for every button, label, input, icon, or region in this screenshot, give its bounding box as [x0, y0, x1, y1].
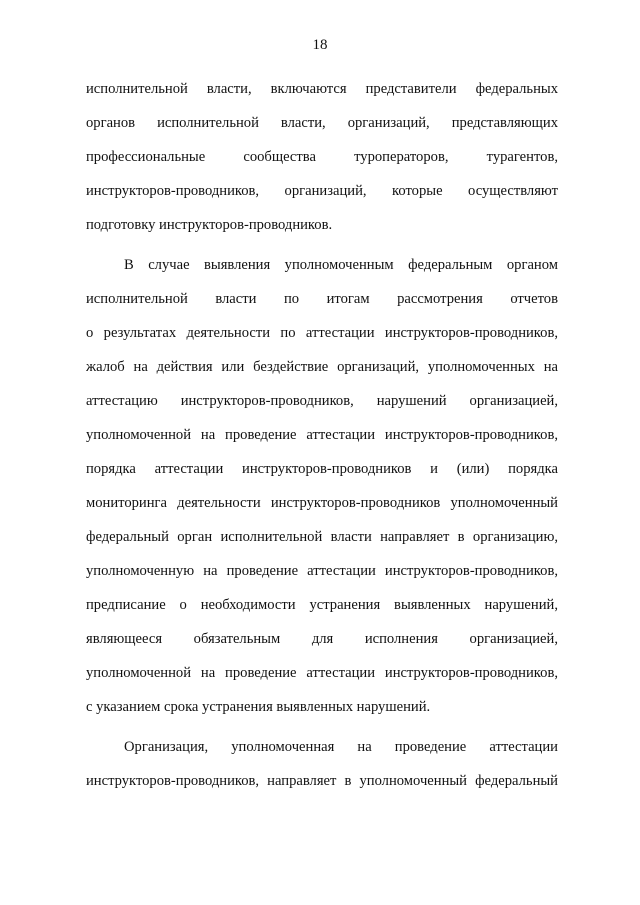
text-line: подготовку инструкторов-проводников. [86, 217, 333, 233]
text-line: предписание о необходимости устранения выявленных нарушений, [86, 597, 558, 613]
text-line: о результатах деятельности по аттестации инструкторов-проводников, [86, 325, 558, 341]
text-line: инструкторов-проводников, организаций, которые осуществляют [86, 183, 558, 199]
document-body [86, 72, 558, 798]
paragraph-1 [86, 72, 558, 242]
paragraph-2 [86, 248, 558, 724]
text-line: жалоб на действия или бездействие организаций, уполномоченных на [86, 359, 558, 375]
text-line: с указанием срока устранения выявленных нарушений. [86, 699, 431, 715]
text-line: аттестацию инструкторов-проводников, нарушений организацией, [86, 393, 558, 409]
text-line: порядка аттестации инструкторов-проводников и (или) порядка [86, 461, 558, 477]
text-line: уполномоченную на проведение аттестации инструкторов-проводников, [86, 563, 558, 579]
paragraph-3 [86, 730, 558, 798]
text-line: уполномоченной на проведение аттестации инструкторов-проводников, [86, 665, 558, 681]
text-line: профессиональные сообщества туроператоров, турагентов, [86, 149, 558, 165]
text-line: исполнительной власти по итогам рассмотрения отчетов [86, 291, 558, 307]
text-line: органов исполнительной власти, организаций, представляющих [86, 115, 558, 131]
text-line: мониторинга деятельности инструкторов-проводников уполномоченный [86, 495, 558, 511]
text-line: уполномоченной на проведение аттестации инструкторов-проводников, [86, 427, 558, 443]
text-line: исполнительной власти, включаются представители федеральных [86, 81, 558, 97]
text-line: являющееся обязательным для исполнения организацией, [86, 631, 558, 647]
text-line: инструкторов-проводников, направляет в уполномоченный федеральный [86, 773, 558, 789]
text-line: В случае выявления уполномоченным федеральным органом [124, 257, 558, 273]
text-line: Организация, уполномоченная на проведение аттестации [124, 739, 558, 755]
text-line: федеральный орган исполнительной власти направляет в организацию, [86, 529, 558, 545]
page-number: 18 [312, 37, 328, 53]
